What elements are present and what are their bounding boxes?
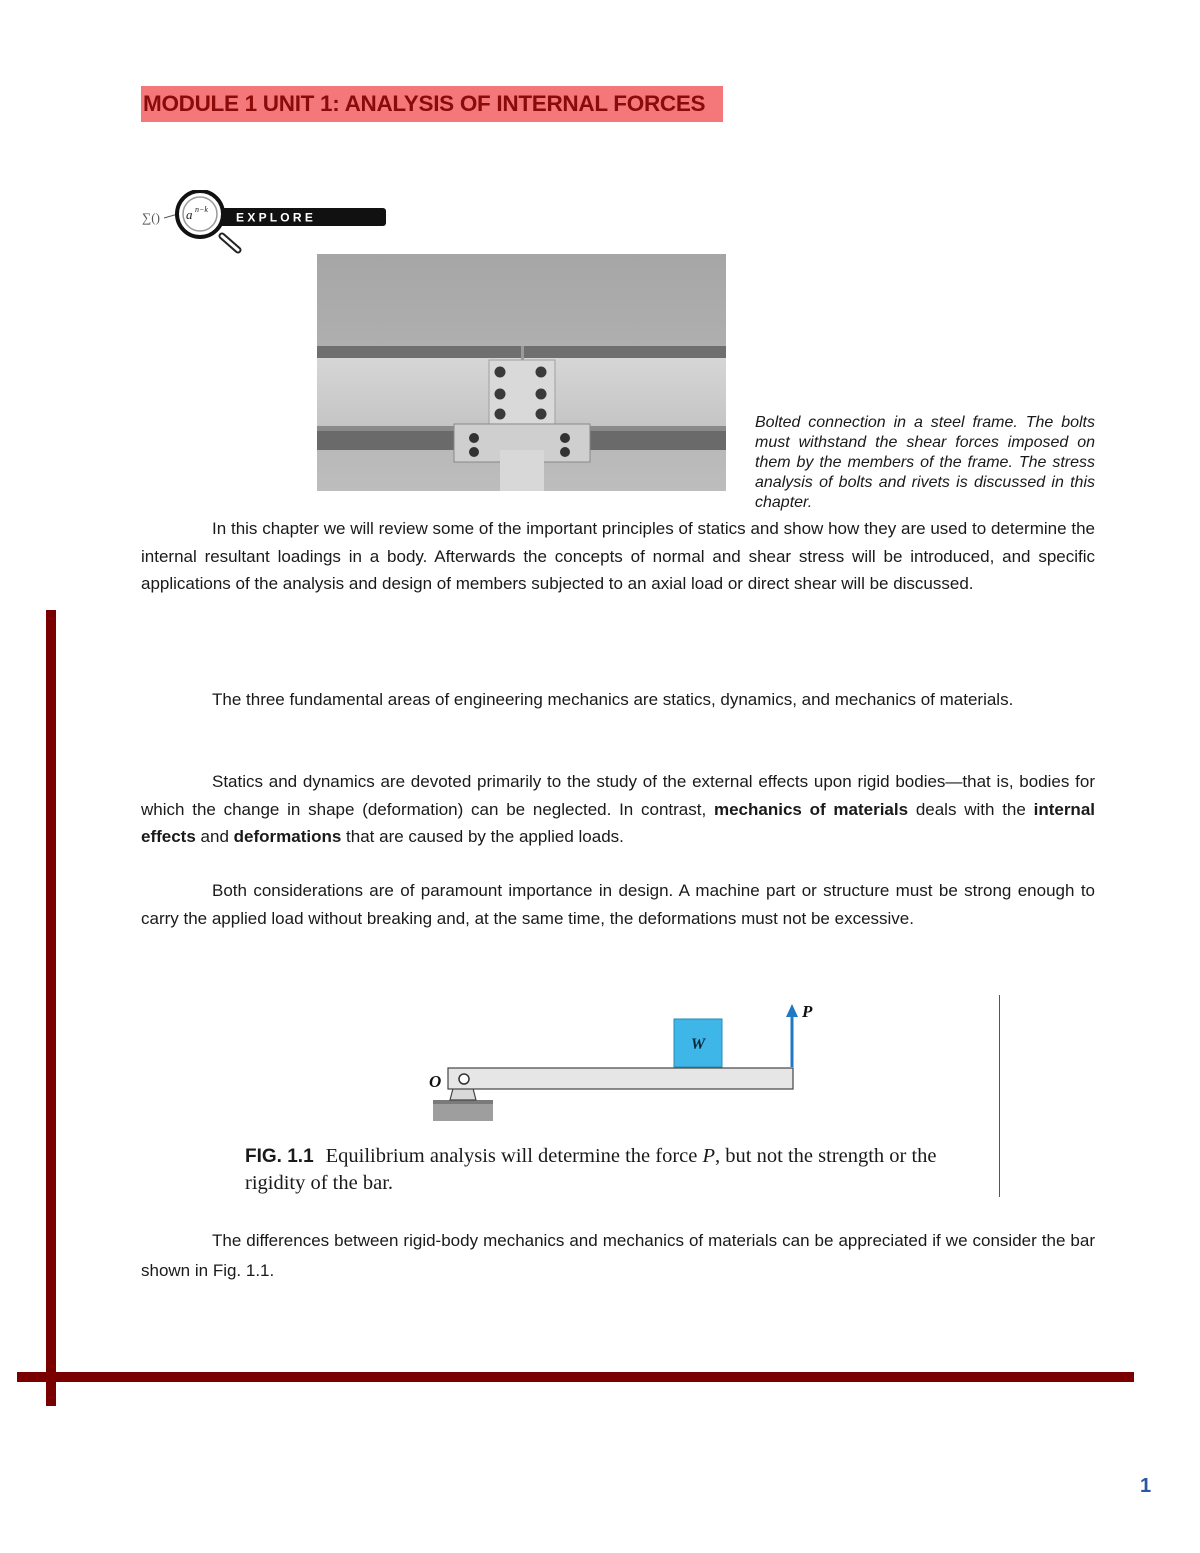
figure-bar-diagram (420, 995, 840, 1125)
term-internal-effects: internal effects (141, 799, 1095, 846)
paragraph-statics-text-e: and (195, 827, 234, 846)
origin-label: O (429, 1072, 442, 1091)
paragraph-areas-text: The three fundamental areas of engineering mechanics are statics, dynamics, and mechanics of materials. (212, 690, 1014, 709)
paragraph-design (141, 877, 1095, 932)
pin-icon (459, 1074, 469, 1084)
page-title: MODULE 1 UNIT 1: ANALYSIS OF INTERNAL FORCES (141, 86, 723, 122)
sigma-text: ∑() (142, 210, 160, 225)
weight-label: W (690, 1036, 706, 1053)
paragraph-areas (141, 686, 1095, 714)
paragraph-intro (141, 515, 1095, 598)
term-deformations: deformations (233, 827, 342, 846)
figure-divider (999, 995, 1000, 1197)
bar (448, 1068, 793, 1089)
term-mechanics-of-materials: mechanics of materials (713, 799, 909, 819)
figure-caption-text-a: Equilibrium analysis will determine the force (325, 1145, 703, 1167)
horizontal-border-bar (17, 1372, 1134, 1382)
magnifier-icon (177, 191, 223, 237)
paragraph-statics (141, 768, 1095, 851)
lens-superscript: n−k (195, 205, 208, 214)
vertical-border-bar (46, 610, 56, 1406)
figure-caption-p: P (702, 1145, 716, 1167)
page-number: 1 (1140, 1475, 1152, 1497)
photo-caption: Bolted connection in a steel frame. The bolts must withstand the shear forces imposed on them by the members of the frame. The stress analysis of bolts and rivets is discussed in this chapter. (755, 414, 1095, 511)
paragraph-differences-text: The differences between rigid-body mechanics and mechanics of materials can be appreciated if we consider the bar shown in Fig. 1.1. (141, 1231, 1095, 1280)
arrow-up-icon (786, 1004, 798, 1017)
paragraph-statics-text-g: that are caused by the applied loads. (341, 827, 624, 846)
lens-text: a (186, 207, 193, 222)
paragraph-intro-text: In this chapter we will review some of the important principles of statics and show how they are used to determine the internal resultant loadings in a body. Afterwards the concepts of normal and shear stress will be introduced, and specific applications of the analysis and design of members subjected to an axial load or direct shear will be discussed. (141, 519, 1095, 593)
figure-caption-text-b: , but not the strength or the rigidity of the bar. (245, 1145, 937, 1194)
figure-label: FIG. 1.1 (245, 1146, 314, 1167)
ground-support (433, 1103, 493, 1121)
paragraph-statics-text-a: Statics and dynamics are devoted primarily to the study of the external effects upon rigid bodies—that is, bodies for which the change in shape (deformation) can be neglected. In contrast, (141, 772, 1095, 819)
force-label: P (802, 1002, 813, 1021)
explore-label: E X P L O R E (236, 210, 313, 225)
bolted-connection-photo (317, 254, 726, 491)
explore-badge (142, 190, 388, 254)
paragraph-statics-text-c: deals with the (908, 799, 1034, 819)
paragraph-design-text: Both considerations are of paramount importance in design. A machine part or structure must be strong enough to carry the applied load without breaking and, at the same time, the deformations must not be excessive. (141, 881, 1095, 928)
figure-caption (245, 1143, 995, 1196)
paragraph-differences (141, 1226, 1095, 1286)
